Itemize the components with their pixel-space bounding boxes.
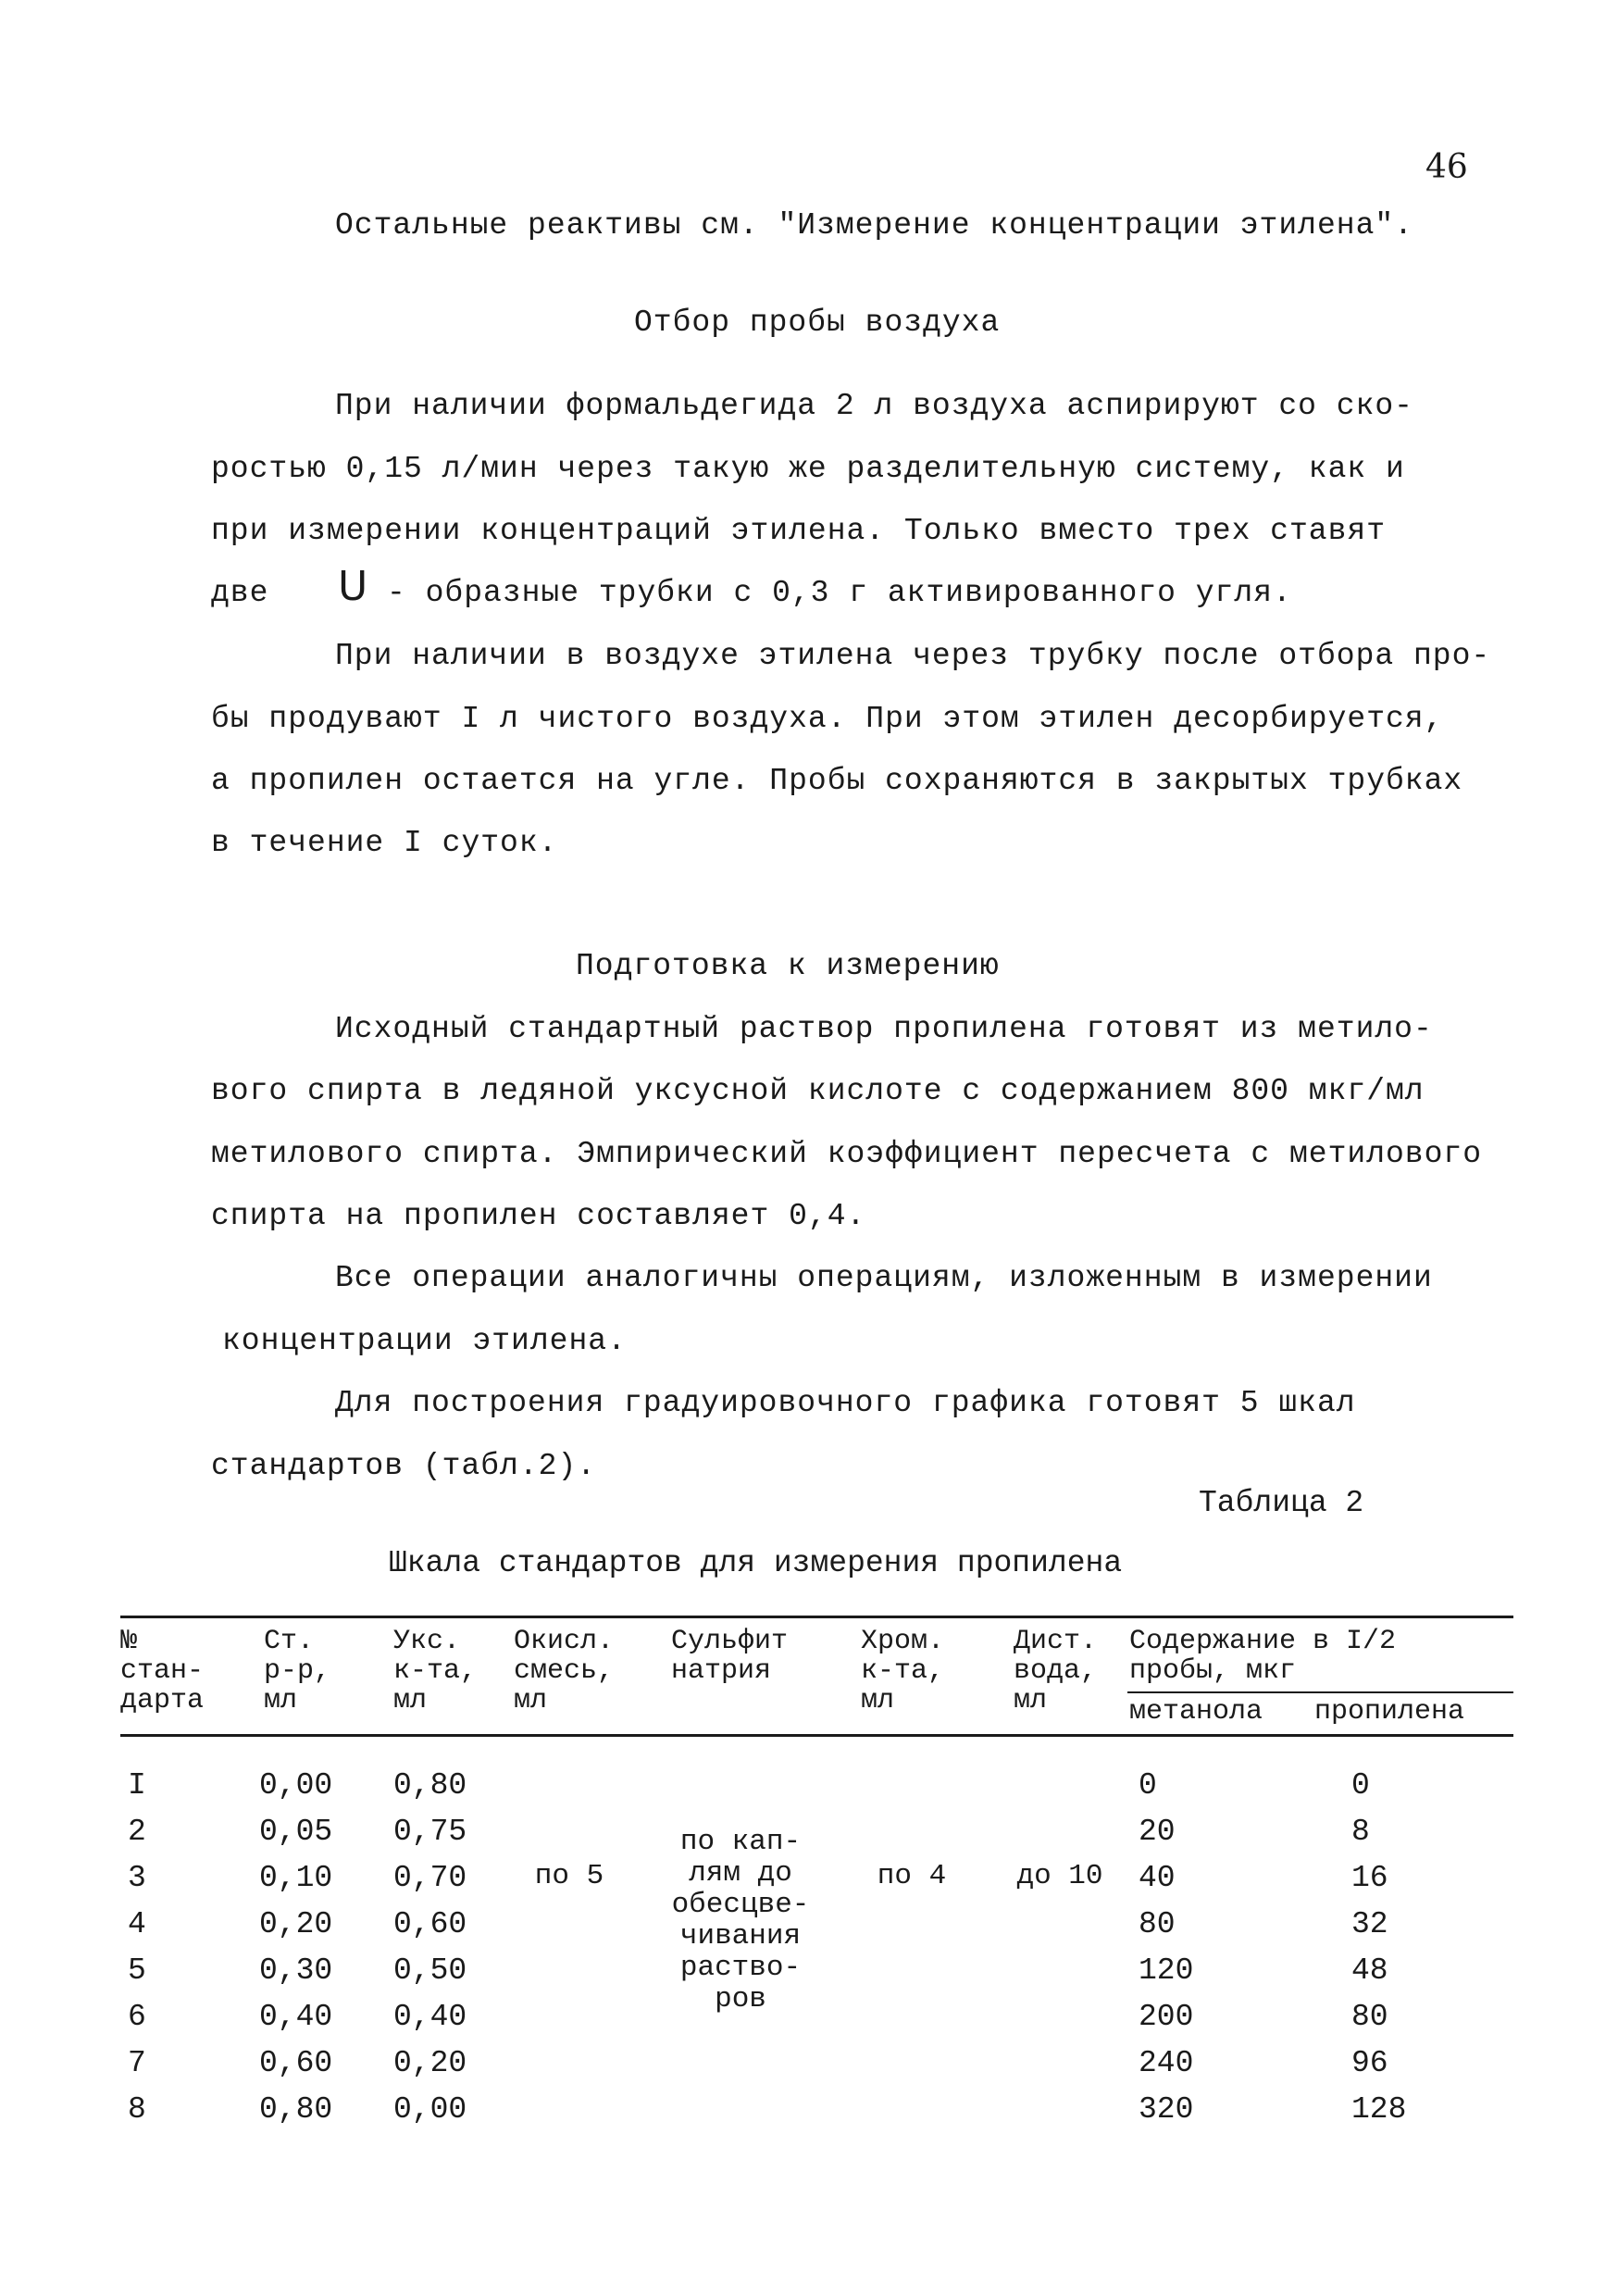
- u-shape-glyph: U: [338, 563, 368, 610]
- cell-acid: 0,50: [393, 1953, 467, 1988]
- cell-methanol: 320: [1139, 2092, 1194, 2127]
- text-line: стандартов (табл.2).: [211, 1449, 597, 1483]
- header-content: Содержание в I/2 пробы, мкг: [1129, 1626, 1397, 1687]
- cell-stock: 0,60: [259, 2046, 333, 2080]
- cell-methanol: 80: [1139, 1907, 1176, 1941]
- cell-stock: 0,30: [259, 1953, 333, 1988]
- text-line: При наличии в воздухе этилена через трубку после отбора про-: [335, 639, 1491, 673]
- cell-methanol: 40: [1139, 1861, 1176, 1895]
- text-line: ростью 0,15 л/мин через такую же разделительную систему, как и: [211, 452, 1405, 486]
- cell-number: 7: [128, 2046, 146, 2080]
- text-line: метилового спирта. Эмпирический коэффициент пересчета с метилового: [211, 1137, 1483, 1171]
- cell-propylene: 32: [1351, 1907, 1388, 1941]
- text-line: две: [211, 576, 269, 610]
- table-title: Шкала стандартов для измерения пропилена: [389, 1546, 1123, 1580]
- cell-propylene: 0: [1351, 1768, 1370, 1803]
- cell-acid: 0,75: [393, 1815, 467, 1849]
- cell-stock: 0,05: [259, 1815, 333, 1849]
- cell-methanol: 20: [1139, 1815, 1176, 1849]
- header-standard-number: № стан- дарта: [120, 1626, 205, 1716]
- header-distilled-water: Дист. вода, мл: [1014, 1626, 1098, 1716]
- text-line: - образные трубки с 0,3 г активированного угля.: [387, 576, 1292, 610]
- cell-propylene: 16: [1351, 1861, 1388, 1895]
- header-acetic-acid: Укс. к-та, мл: [393, 1626, 478, 1716]
- header-methanol: метанола: [1129, 1696, 1263, 1728]
- cell-propylene: 8: [1351, 1815, 1370, 1849]
- text-line: Все операции аналогичны операциям, изложенным в измерении: [335, 1261, 1433, 1295]
- cell-propylene: 128: [1351, 2092, 1407, 2127]
- text-line: в течение I суток.: [211, 826, 558, 860]
- text-line: Исходный стандартный раствор пропилена готовят из метило-: [335, 1012, 1433, 1046]
- cell-number: 8: [128, 2092, 146, 2127]
- table-label: Таблица 2: [1199, 1486, 1364, 1520]
- cell-acid: 0,20: [393, 2046, 467, 2080]
- cell-distilled-water-shared: до 10: [1016, 1860, 1103, 1892]
- cell-methanol: 120: [1139, 1953, 1194, 1988]
- header-oxidizing-mixture: Окисл. смесь, мл: [514, 1626, 615, 1716]
- cell-methanol: 0: [1139, 1768, 1157, 1803]
- cell-acid: 0,00: [393, 2092, 467, 2127]
- cell-acid: 0,40: [393, 2000, 467, 2034]
- header-stock-solution: Ст. р-р, мл: [264, 1626, 331, 1716]
- cell-chromotropic-acid-shared: по 4: [877, 1860, 947, 1892]
- cell-oxidizing-mixture-shared: по 5: [534, 1860, 604, 1892]
- cell-stock: 0,20: [259, 1907, 333, 1941]
- text-line: Остальные реактивы см. "Измерение концентрации этилена".: [335, 208, 1413, 243]
- cell-number: I: [128, 1768, 146, 1803]
- text-line: спирта на пропилен составляет 0,4.: [211, 1199, 866, 1233]
- header-sodium-sulfite: Сульфит натрия: [671, 1626, 789, 1687]
- cell-number: 3: [128, 1861, 146, 1895]
- text-line: вого спирта в ледяной уксусной кислоте с содержанием 800 мкг/мл: [211, 1074, 1425, 1108]
- cell-stock: 0,10: [259, 1861, 333, 1895]
- header-sub-rule: [1127, 1691, 1513, 1693]
- cell-number: 5: [128, 1953, 146, 1988]
- cell-methanol: 240: [1139, 2046, 1194, 2080]
- text-line: Для построения градуировочного графика готовят 5 шкал: [335, 1386, 1356, 1420]
- cell-acid: 0,80: [393, 1768, 467, 1803]
- text-line: при измерении концентраций этилена. Только вместо трех ставят: [211, 514, 1386, 548]
- cell-number: 6: [128, 2000, 146, 2034]
- cell-stock: 0,00: [259, 1768, 333, 1803]
- cell-number: 2: [128, 1815, 146, 1849]
- table-header-rule: [120, 1734, 1513, 1737]
- section-heading: Подготовка к измерению: [576, 949, 1000, 983]
- page-number: 46: [1425, 148, 1468, 186]
- cell-propylene: 96: [1351, 2046, 1388, 2080]
- cell-acid: 0,60: [393, 1907, 467, 1941]
- cell-stock: 0,80: [259, 2092, 333, 2127]
- cell-propylene: 80: [1351, 2000, 1388, 2034]
- header-chromotropic-acid: Хром. к-та, мл: [861, 1626, 945, 1716]
- cell-sodium-sulfite-shared: по кап- лям до обесцве- чивания раство- ров: [671, 1826, 810, 2015]
- text-line: бы продувают I л чистого воздуха. При этом этилен десорбируется,: [211, 702, 1444, 736]
- section-heading: Отбор пробы воздуха: [634, 306, 1001, 340]
- cell-methanol: 200: [1139, 2000, 1194, 2034]
- cell-stock: 0,40: [259, 2000, 333, 2034]
- text-line: При наличии формальдегида 2 л воздуха аспирируют со ско-: [335, 389, 1413, 423]
- cell-number: 4: [128, 1907, 146, 1941]
- text-line: концентрации этилена.: [222, 1324, 627, 1358]
- header-propylene: пропилена: [1314, 1696, 1465, 1728]
- text-line: а пропилен остается на угле. Пробы сохраняются в закрытых трубках: [211, 764, 1463, 798]
- cell-acid: 0,70: [393, 1861, 467, 1895]
- table-top-rule: [120, 1616, 1513, 1618]
- cell-propylene: 48: [1351, 1953, 1388, 1988]
